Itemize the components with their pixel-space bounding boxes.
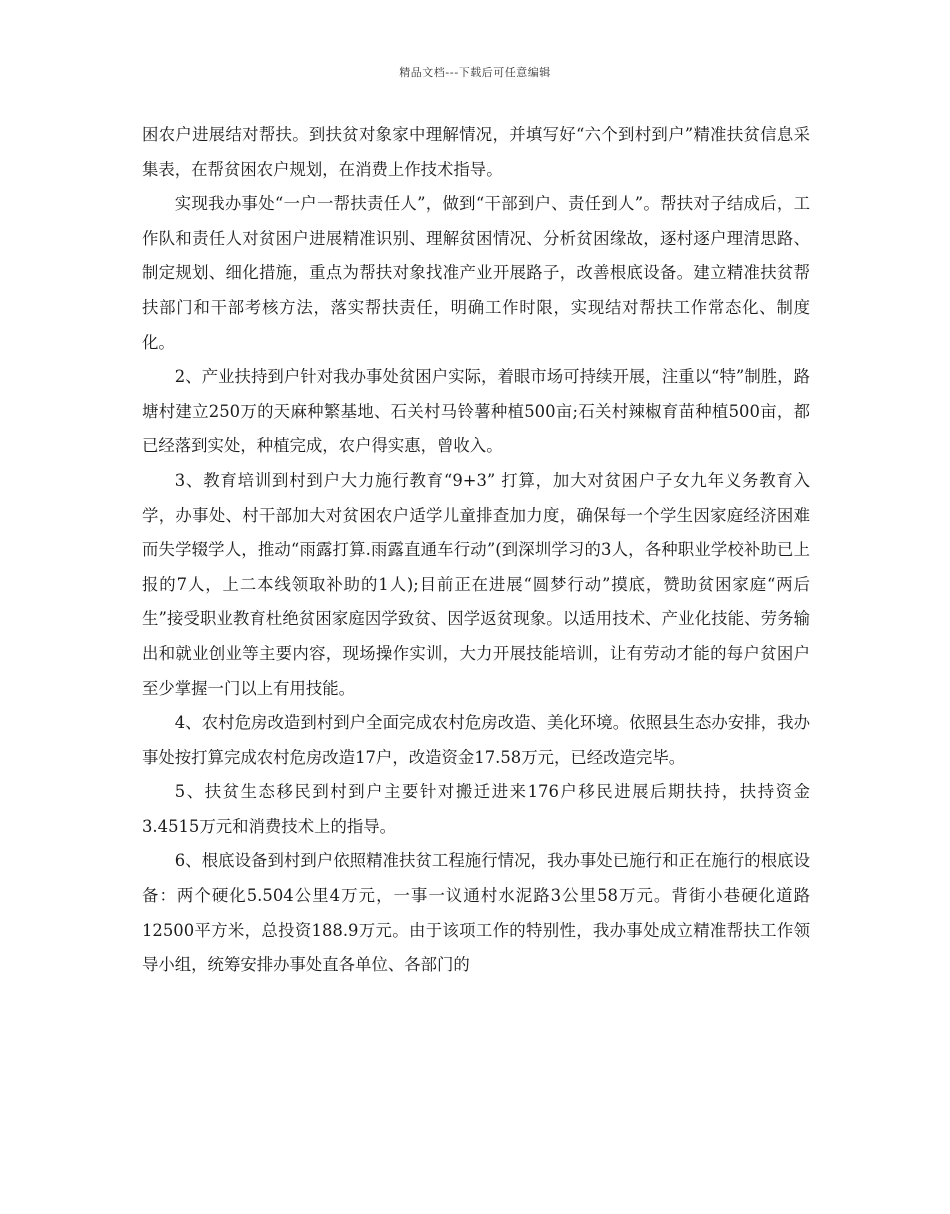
page-header: 精品文档---下载后可任意编辑	[399, 66, 551, 79]
paragraph-relocation: 5、扶贫生态移民到村到户主要针对搬迁进来176户移民进展后期扶持，扶持资金3.4515万元和消费技术上的指导。	[142, 782, 810, 836]
paragraph-industry-support: 2、产业扶持到户针对我办事处贫困户实际，着眼市场可持续开展，注重以“特”制胜，路塘村建立250万的天麻种繁基地、石关村马铃薯种植500亩;石关村辣椒育苗种植500亩，都已经落到实处，种植完成，农户得实惠，曾收入。	[142, 367, 810, 456]
paragraph-continuation: 困农户进展结对帮扶。到扶贫对象家中理解情况，并填写好“六个到村到户”精准扶贫信息采集表，在帮贫困农户规划，在消费上作技术指导。	[142, 125, 810, 179]
paragraph-responsibility: 实现我办事处“一户一帮扶责任人”，做到“干部到户、责任到人”。帮扶对子结成后，工作队和责任人对贫困户进展精准识别、理解贫困情况、分析贫困缘故，逐村逐户理清思路、制定规划、细化措施，重点为帮扶对象找准产业开展路子，改善根底设备。建立精准扶贫帮扶部门和干部考核方法，落实帮扶责任，明确工作时限，实现结对帮扶工作常态化、制度化。	[142, 194, 810, 352]
paragraph-housing-renovation: 4、农村危房改造到村到户全面完成农村危房改造、美化环境。依照县生态办安排，我办事处按打算完成农村危房改造17户，改造资金17.58万元，已经改造完毕。	[142, 713, 810, 767]
paragraph-education-training: 3、教育培训到村到户大力施行教育“9+3” 打算，加大对贫困户子女九年义务教育入学，办事处、村干部加大对贫困农户适学儿童排查加力度，确保每一个学生因家庭经济困难而失学辍学人，推动“雨露打算.雨露直通车行动”(到深圳学习的3人，各种职业学校补助已上报的7人，上二本线领取补助的1人);目前正在进展“圆梦行动”摸底，赞助贫困家庭“两后生”接受职业教育杜绝贫困家庭因学致贫、因学返贫现象。以适用技术、产业化技能、劳务输出和就业创业等主要内容，现场操作实训，大力开展技能培训，让有劳动才能的每户贫困户至少掌握一门以上有用技能。	[142, 470, 810, 698]
paragraph-infrastructure: 6、根底设备到村到户依照精准扶贫工程施行情况，我办事处已施行和正在施行的根底设备：两个硬化5.504公里4万元，一事一议通村水泥路3公里58万元。背街小巷硬化道路12500平方米，总投资188.9万元。由于该项工作的特别性，我办事处成立精准帮扶工作领导小组，统筹安排办事处直各单位、各部门的	[142, 851, 810, 975]
document-body	[142, 118, 810, 983]
